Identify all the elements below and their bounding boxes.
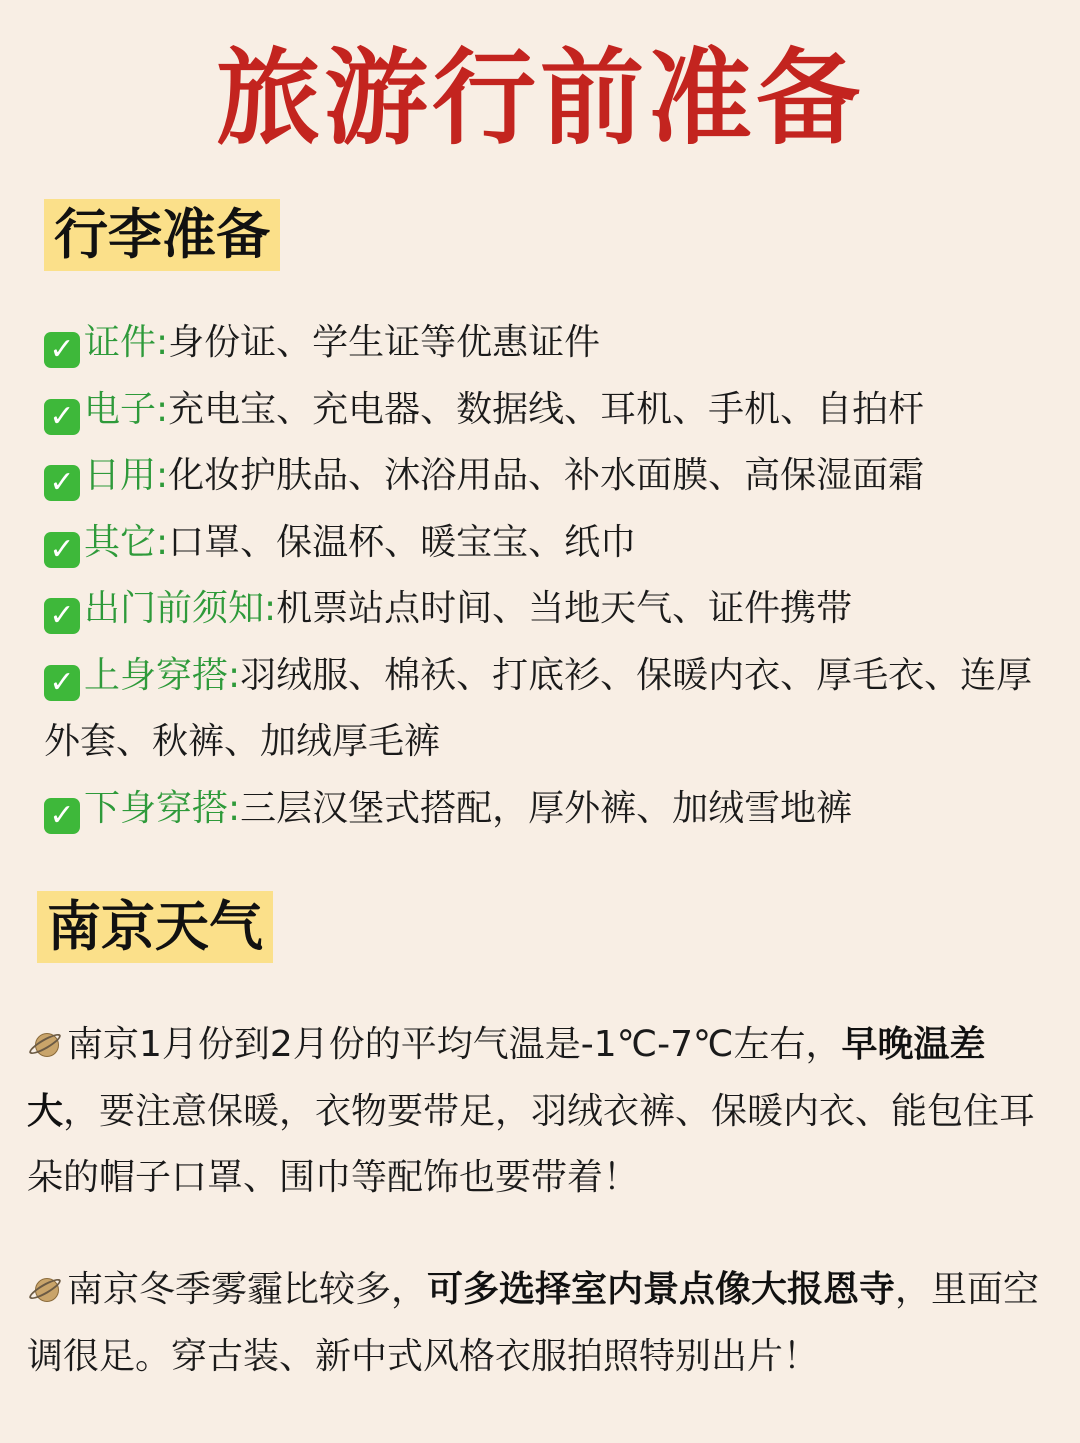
ringed-planet-icon <box>27 1025 63 1061</box>
checklist-item-electronics <box>44 377 1064 444</box>
checklist-item-other <box>44 510 1064 577</box>
weather-paragraph-temperature <box>27 1012 1057 1212</box>
check-mark-icon: ✓ <box>44 532 80 568</box>
check-mark-icon: ✓ <box>44 798 80 834</box>
paragraph-text: 南京冬季雾霾比较多， <box>67 1269 428 1310</box>
item-text: 三层汉堡式搭配，厚外裤、加绒雪地裤 <box>240 787 853 829</box>
check-mark-icon: ✓ <box>44 332 80 368</box>
paragraph-emphasis: 早晚温差大 <box>27 1024 986 1132</box>
item-text: 羽绒服、棉袄、打底衫、保暖内衣、厚毛衣、连厚外套、秋裤、加绒厚毛裤 <box>44 654 1033 762</box>
section-heading-luggage: 行李准备 <box>44 199 280 271</box>
paragraph-text: 南京1月份到2月份的平均气温是-1℃-7℃左右， <box>67 1024 842 1065</box>
weather-paragraph-haze <box>27 1257 1057 1390</box>
item-label: 其它: <box>84 521 169 563</box>
check-mark-icon: ✓ <box>44 665 80 701</box>
checklist-item-documents <box>44 310 1064 377</box>
item-label: 日用: <box>84 455 169 496</box>
item-label: 出门前须知: <box>84 588 277 629</box>
checklist-item-upper-outfit <box>44 643 1064 776</box>
item-label: 下身穿搭: <box>84 787 241 829</box>
item-label: 电子: <box>84 388 169 430</box>
item-text: 身份证、学生证等优惠证件 <box>168 322 601 363</box>
item-label: 上身穿搭: <box>84 654 241 696</box>
checklist-item-before-departure <box>44 576 1064 643</box>
item-label: 证件: <box>84 322 169 363</box>
paragraph-text: ，里面空调很足。穿古装、新中式风格衣服拍照特别出片！ <box>27 1269 1040 1377</box>
paragraph-text: ，要注意保暖，衣物要带足，羽绒衣裤、保暖内衣、能包住耳朵的帽子口罩、围巾等配饰也要带着！ <box>27 1090 1036 1198</box>
check-mark-icon: ✓ <box>44 598 80 634</box>
item-text: 充电宝、充电器、数据线、耳机、手机、自拍杆 <box>168 388 925 430</box>
ringed-planet-icon <box>27 1270 63 1306</box>
item-text: 机票站点时间、当地天气、证件携带 <box>276 588 853 629</box>
check-mark-icon: ✓ <box>44 399 80 435</box>
item-text: 化妆护肤品、沐浴用品、补水面膜、高保湿面霜 <box>168 455 925 496</box>
paragraph-emphasis: 可多选择室内景点像大报恩寺 <box>427 1269 896 1310</box>
section-heading-weather: 南京天气 <box>37 891 273 963</box>
luggage-checklist <box>44 310 1064 842</box>
page-title: 旅游行前准备 <box>215 36 864 159</box>
checklist-item-daily <box>44 443 1064 510</box>
checklist-item-lower-outfit <box>44 776 1064 843</box>
item-text: 口罩、保温杯、暖宝宝、纸巾 <box>168 521 637 563</box>
check-mark-icon: ✓ <box>44 465 80 501</box>
